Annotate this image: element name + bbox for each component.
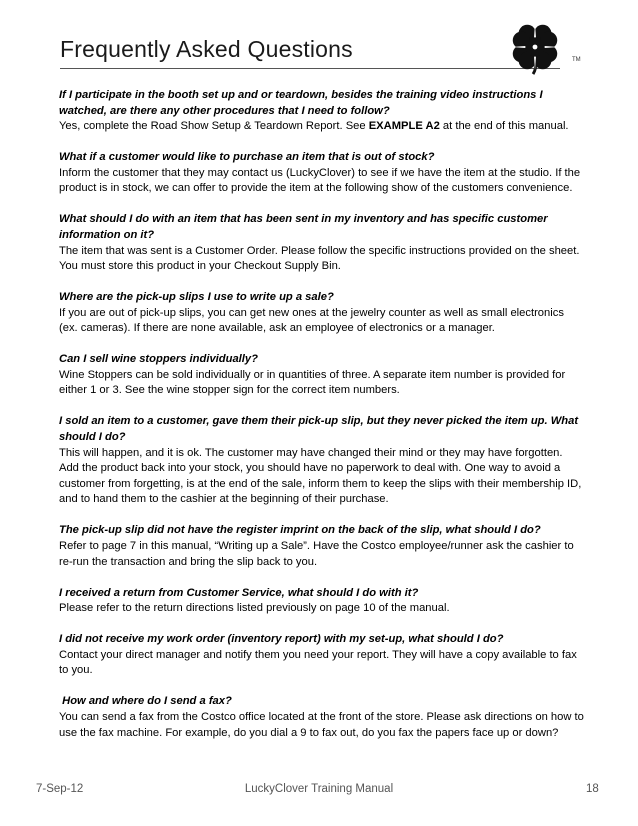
faq-item [59, 212, 584, 274]
example-reference: EXAMPLE A2 [368, 120, 440, 133]
title-underline [60, 68, 560, 69]
faq-answer: If you are out of pick-up slips, you can get new ones at the jewelry counter as well as small electronics (ex. cameras). If there are none available, ask an employee of electronics or a manager. [59, 306, 564, 335]
faq-question: How and where do I send a fax? [59, 695, 232, 708]
footer-date: 7-Sep-12 [36, 783, 84, 795]
faq-answer: Please refer to the return directions listed previously on page 10 of the manual. [59, 602, 450, 615]
clover-logo-icon [506, 18, 564, 76]
faq-item [59, 88, 584, 135]
faq-list [59, 88, 584, 757]
faq-answer: Wine Stoppers can be sold individually or in quantities of three. A separate item number is provided for either 1 or 3. See the wine stopper sign for the correct item numbers. [59, 368, 566, 397]
faq-question: I received a return from Customer Service, what should I do with it? [59, 586, 419, 599]
footer-title: LuckyClover Training Manual [244, 783, 394, 795]
faq-item [59, 414, 584, 508]
faq-question: The pick-up slip did not have the register imprint on the back of the slip, what should I do? [59, 524, 541, 537]
faq-answer: The item that was sent is a Customer Order. Please follow the specific instructions provided on the sheet. You must store this product in your Checkout Supply Bin. [59, 244, 580, 273]
faq-question: Can I sell wine stoppers individually? [59, 353, 258, 366]
faq-answer: This will happen, and it is ok. The customer may have changed their mind or they may have forgotten. Add the product back into your stock, you should have no paperwork to deal with. One way to avoid a customer from forgetting, is at the end of the sale, inform them to keep the slips with their membership ID, and to hand them to the cashier at the beginning of their purchase. [59, 446, 582, 506]
faq-item [59, 290, 584, 337]
faq-item [59, 352, 584, 399]
faq-question: If I participate in the booth set up and or teardown, besides the training video instructions I watched, are there any other procedures that I need to follow? [59, 89, 543, 117]
page-number: 18 [586, 783, 599, 795]
faq-question: I sold an item to a customer, gave them their pick-up slip, but they never picked the item up. What should I do? [59, 415, 579, 444]
faq-item [59, 694, 584, 741]
faq-answer: You can send a fax from the Costco office located at the front of the store. Please ask directions on how to use the fax machine. For example, do you dial a 9 to fax out, do you fax the papers face up or down? [59, 710, 584, 739]
faq-question: What if a customer would like to purchase an item that is out of stock? [59, 151, 435, 164]
faq-item [59, 586, 584, 617]
faq-item [59, 150, 584, 197]
faq-question: Where are the pick-up slips I use to write up a sale? [59, 291, 334, 304]
trademark-mark: TM [572, 57, 581, 63]
faq-answer: Inform the customer that they may contact us (LuckyClover) to see if we have the item at the studio. If the product is in stock, we can offer to provide the item at the following show of the customers convenience. [59, 166, 581, 195]
faq-question: What should I do with an item that has been sent in my inventory and has specific customer information on it? [59, 213, 548, 241]
faq-answer: Contact your direct manager and notify them you need your report. They will have a copy available to fax to you. [59, 648, 577, 677]
page-title: Frequently Asked Questions [60, 36, 353, 62]
faq-question: I did not receive my work order (inventory report) with my set-up, what should I do? [59, 633, 504, 646]
faq-answer: Refer to page 7 in this manual, “Writing up a Sale”. Have the Costco employee/runner ask the cashier to re-run the transaction and bring the slip back to you. [59, 540, 574, 568]
faq-item [59, 632, 584, 679]
faq-answer: Yes, complete the Road Show Setup & Teardown Report. See EXAMPLE A2 at the end of this manual. [59, 120, 569, 133]
faq-item [59, 523, 584, 570]
